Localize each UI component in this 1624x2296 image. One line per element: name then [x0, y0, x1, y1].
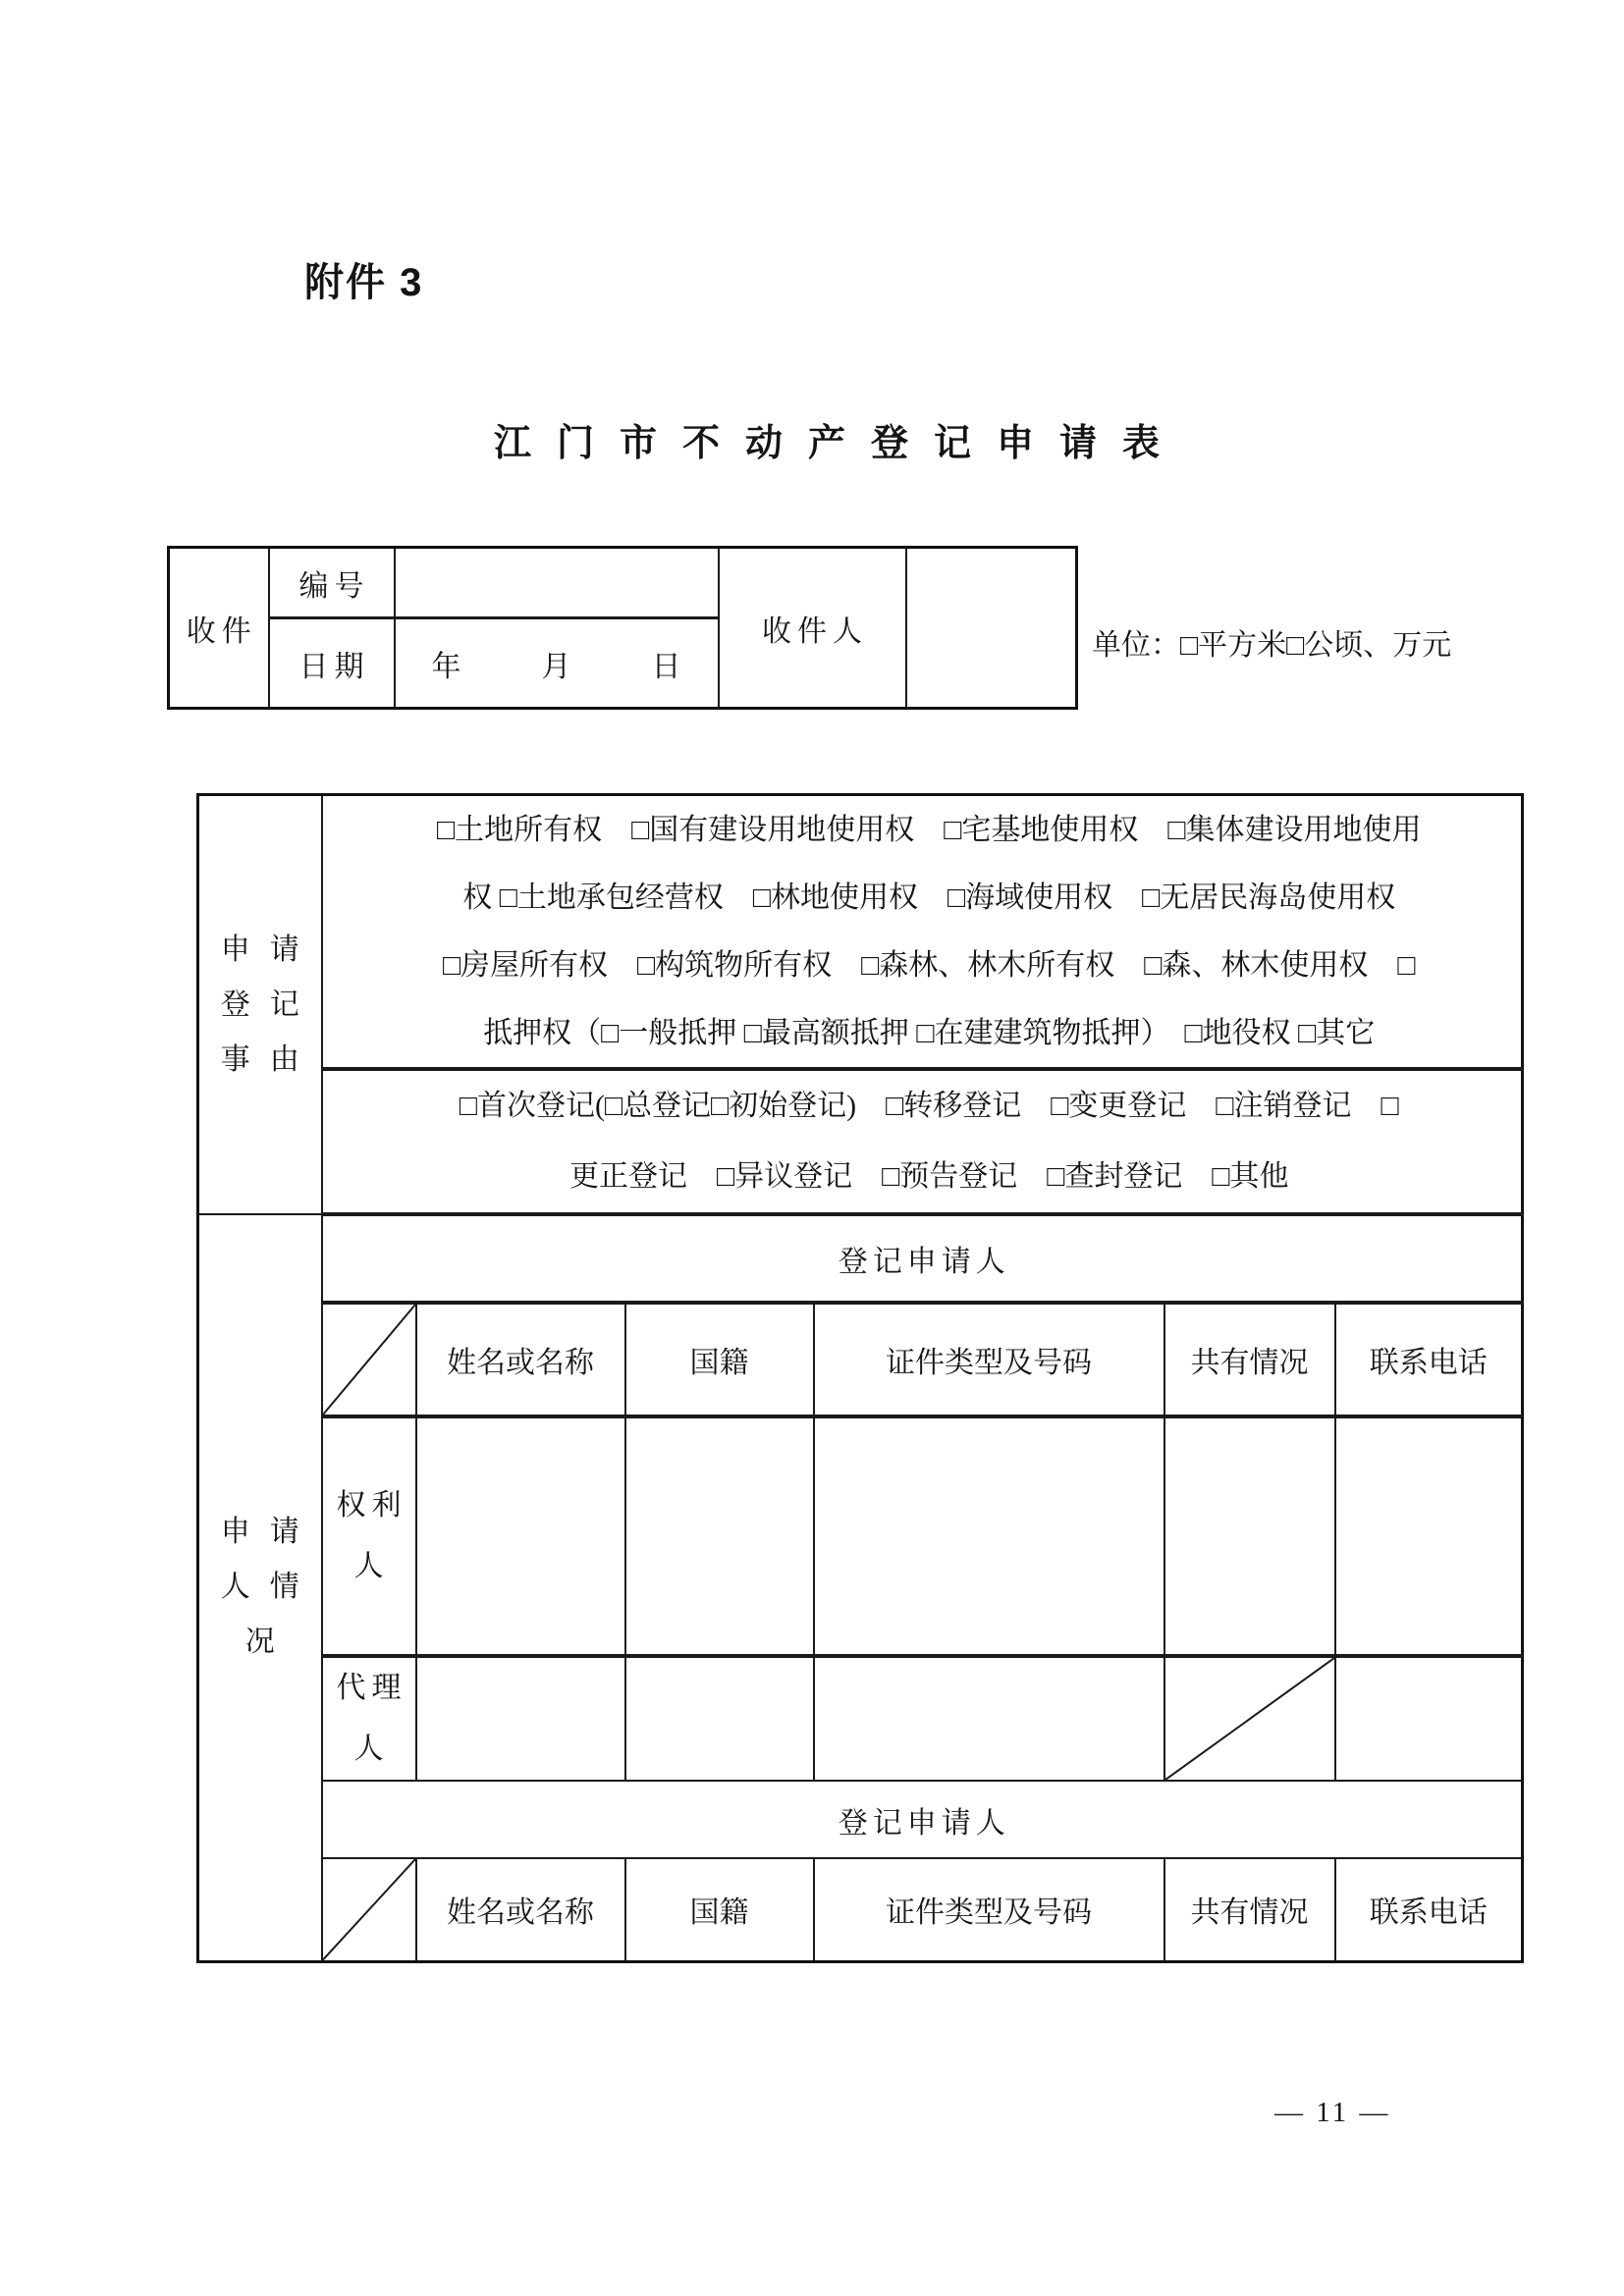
date-label: 日期 — [298, 650, 370, 683]
agent-id-cell — [814, 1656, 1164, 1781]
column-header-phone-2: 联系电话 — [1335, 1858, 1523, 1961]
right-holder-name-cell — [416, 1416, 625, 1656]
applicant-label-line: 人情 — [220, 1571, 319, 1604]
form-title: 江门市不动产登记申请表 — [493, 423, 1185, 464]
applicant-group-header: 登记申请人 — [838, 1246, 1010, 1278]
agent-co-ownership-diagonal-cell — [1164, 1656, 1335, 1781]
applicant-group-header-cell-2 — [322, 1781, 1523, 1858]
diagonal-header-cell — [322, 1303, 416, 1416]
agent-phone-cell — [1335, 1656, 1523, 1781]
agent-label-line: 代理 — [336, 1672, 407, 1704]
diagonal-line — [323, 1305, 415, 1415]
right-holder-phone-cell — [1335, 1416, 1523, 1656]
column-header-name: 姓名或名称 — [416, 1303, 625, 1416]
diagonal-line — [1165, 1658, 1334, 1780]
column-header-name-2: 姓名或名称 — [416, 1858, 625, 1961]
diagonal-line — [323, 1859, 415, 1960]
reason-section-label-cell — [198, 795, 322, 1215]
number-label-cell — [269, 548, 395, 618]
applicant-group-header-2: 登记申请人 — [838, 1806, 1010, 1840]
column-header-phone: 联系电话 — [1335, 1303, 1523, 1416]
registration-type-checkbox-cell — [322, 1069, 1523, 1214]
right-holder-label-line: 人 — [353, 1550, 390, 1582]
number-value-cell — [395, 548, 719, 618]
page-number: — 11 — — [1274, 2097, 1391, 2128]
right-type-line: □房屋所有权 □构筑物所有权 □森林、林木所有权 □森、林木使用权 □ — [442, 949, 1416, 982]
right-type-checkbox-cell — [322, 795, 1523, 1070]
agent-label-cell — [322, 1656, 416, 1781]
registration-type-line: □首次登记(□总登记□初始登记) □转移登记 □变更登记 □注销登记 □ — [459, 1090, 1399, 1122]
application-table — [196, 793, 1524, 1963]
receiver-value-cell — [906, 548, 1077, 709]
receiver-label: 收件人 — [762, 614, 868, 648]
applicant-label-line: 况 — [244, 1626, 295, 1659]
agent-nationality-cell — [625, 1656, 814, 1781]
right-holder-label-cell — [322, 1416, 416, 1656]
column-header-co-ownership-2: 共有情况 — [1164, 1858, 1335, 1961]
right-holder-id-cell — [814, 1416, 1164, 1656]
reason-label-line: 事由 — [220, 1042, 319, 1076]
registration-type-line: 更正登记 □异议登记 □预告登记 □查封登记 □其他 — [569, 1160, 1289, 1193]
receipt-table — [167, 546, 1078, 710]
right-holder-co-ownership-cell — [1164, 1416, 1335, 1656]
right-holder-nationality-cell — [625, 1416, 814, 1656]
column-header-id: 证件类型及号码 — [814, 1303, 1164, 1416]
agent-label-line: 人 — [353, 1733, 390, 1765]
unit-note: 单位：□平方米□公顷、万元 — [1092, 629, 1452, 662]
applicant-group-header-cell — [322, 1214, 1523, 1303]
column-header-nationality-2: 国籍 — [625, 1858, 814, 1961]
right-type-line: □土地所有权 □国有建设用地使用权 □宅基地使用权 □集体建设用地使用 — [437, 814, 1422, 846]
receiver-label-cell — [719, 548, 906, 709]
attachment-label: 附件 3 — [304, 261, 424, 304]
date-value: 年 月 日 — [431, 650, 707, 683]
column-header-nationality: 国籍 — [625, 1303, 814, 1416]
receive-label: 收件 — [186, 614, 257, 648]
right-type-line: 抵押权（□一般抵押 □最高额抵押 □在建建筑物抵押） □地役权 □其它 — [483, 1017, 1376, 1049]
column-header-co-ownership: 共有情况 — [1164, 1303, 1335, 1416]
diagonal-header-cell-2 — [322, 1858, 416, 1961]
applicant-section-label-cell — [198, 1214, 322, 1961]
agent-name-cell — [416, 1656, 625, 1781]
reason-label-line: 申请 — [220, 933, 319, 966]
reason-label-line: 登记 — [220, 988, 319, 1021]
receive-label-cell — [169, 548, 269, 709]
applicant-label-line: 申请 — [220, 1516, 319, 1549]
date-label-cell — [269, 618, 395, 709]
right-type-line: 权 □土地承包经营权 □林地使用权 □海域使用权 □无居民海岛使用权 — [462, 881, 1396, 914]
number-label: 编号 — [298, 569, 370, 603]
date-value-cell — [395, 618, 719, 709]
column-header-id-2: 证件类型及号码 — [814, 1858, 1164, 1961]
right-holder-label-line: 权利 — [336, 1489, 407, 1522]
